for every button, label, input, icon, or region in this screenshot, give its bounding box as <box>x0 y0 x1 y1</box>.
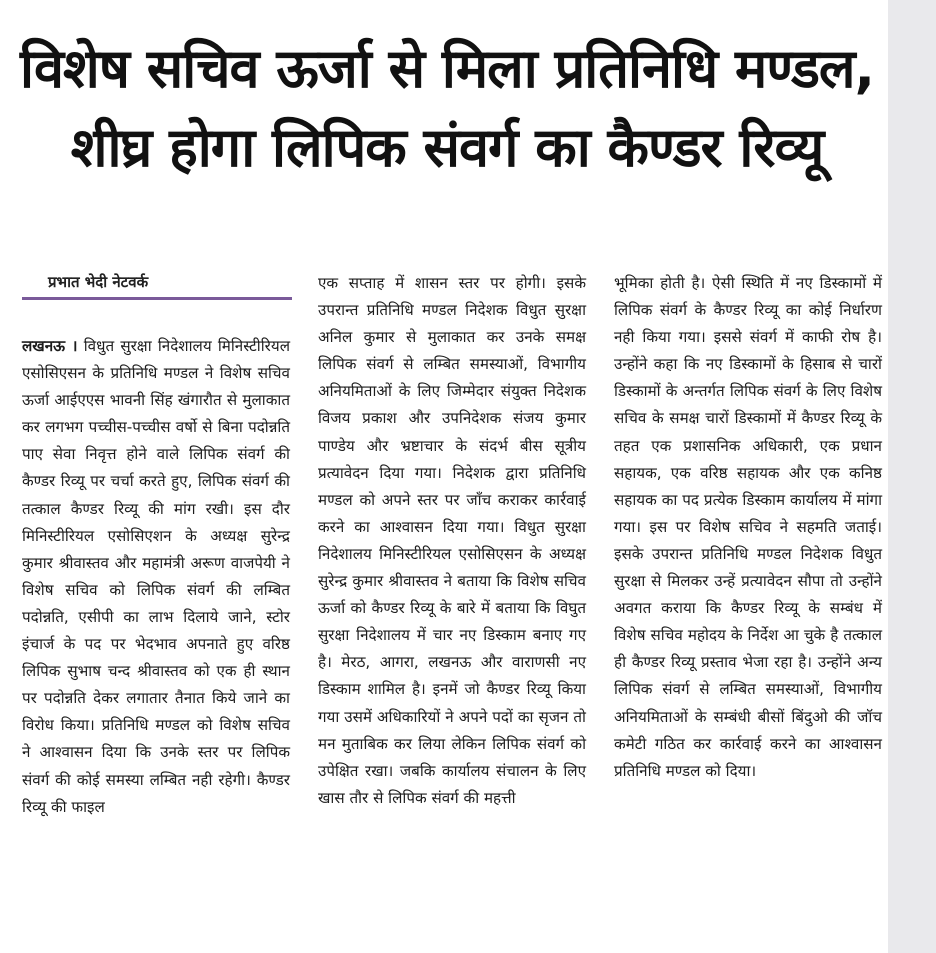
page-margin-strip <box>888 0 936 953</box>
column-1-text: विधुत सुरक्षा निदेशालय मिनिस्टीरियल एसोसिएसन के प्रतिनिधि मण्डल ने विशेष सचिव ऊर्जा आईएएस भावनी सिंह खंगारौत से मुलाकात कर लगभग पच्चीस-पच्चीस वर्षो से बिना पदोन्नति पाए सेवा निवृत्त होने वाले लिपिक संवर्ग की कैण्डर रिव्यू पर चर्चा करते हुए, लिपिक संवर्ग की तत्काल कैण्डर रिव्यू की मांग रखी। इस दौर मिनिस्टीरियल एसोसिएशन के अध्यक्ष सुरेन्द्र कुमार श्रीवास्तव और महामंत्री अरूण वाजपेयी ने विशेष सचिव को लिपिक संवर्ग की लम्बित पदोन्नति, एसीपी का लाभ दिलाये जाने, स्टोर इंचार्ज के पद पर भेदभाव अपनाते हुए वरिष्ठ लिपिक सुभाष चन्द श्रीवास्तव को एक ही स्थान पर पदोन्नति देकर लगातार तैनात किये जाने का विरोध किया। प्रतिनिधि मण्डल को विशेष सचिव ने आश्वासन दिया कि उनके स्तर पर लिपिक संवर्ग की कोई समस्या लम्बित नही रहेगी। कैण्डर रिव्यू की फाइल <box>22 337 290 816</box>
dateline: लखनऊ । <box>22 337 78 355</box>
headline <box>14 30 880 188</box>
article-column-2 <box>318 270 586 812</box>
headline-line-2: शीघ्र होगा लिपिक संवर्ग का कैण्डर रिव्यू <box>70 116 824 179</box>
article-paragraph-1 <box>22 333 290 821</box>
headline-line-1: विशेष सचिव ऊर्जा से मिला प्रतिनिधि मण्डल, <box>20 37 874 100</box>
article-column-3 <box>614 270 882 785</box>
article-column-1 <box>22 333 290 821</box>
byline-rule <box>22 297 292 300</box>
column-3-text: भूमिका होती है। ऐसी स्थिति में नए डिस्कामों में लिपिक संवर्ग के कैण्डर रिव्यू का कोई निर्धारण नही किया गया। इससे संवर्ग में काफी रोष है। उन्होंने कहा कि नए डिस्कामों के हिसाब से चारों डिस्कामों के अन्तर्गत लिपिक संवर्ग के लिए विशेष सचिव के समक्ष चारों डिस्कामों में कैण्डर रिव्यू के तहत एक प्रशासनिक अधिकारी, एक प्रधान सहायक, एक वरिष्ठ सहायक और एक कनिष्ठ सहायक का पद प्रत्येक डिस्काम कार्यालय में मांगा गया। इस पर विशेष सचिव ने सहमति जताई। इसके उपरान्त प्रतिनिधि मण्डल निदेशक विधुत सुरक्षा से मिलकर उन्हें प्रत्यावेदन सौपा तो उन्होंने अवगत कराया कि कैण्डर रिव्यू के सम्बंध में विशेष सचिव महोदय के निर्देश आ चुके है तत्काल ही कैण्डर रिव्यू प्रस्ताव भेजा रहा है। उन्होंने अन्य लिपिक संवर्ग से लम्बित समस्याओं, विभागीय अनियमिताओं के सम्बंधी बीसों बिंदुओ की जॉच कमेटी गठित कर कार्रवाई करने का आश्वासन प्रतिनिधि मण्डल को दिया। <box>614 274 882 780</box>
byline: प्रभात भेदी नेटवर्क <box>48 273 149 291</box>
column-2-text: एक सप्ताह में शासन स्तर पर होगी। इसके उपरान्त प्रतिनिधि मण्डल निदेशक विधुत सुरक्षा अनिल कुमार से मुलाकात कर उनके समक्ष लिपिक संवर्ग से लम्बित समस्याओं, विभागीय अनियमिताओं के लिए जिम्मेदार संयुक्त निदेशक विजय प्रकाश और उपनिदेशक संजय कुमार पाण्डेय और भ्रष्टाचार के संदर्भ बीस सूत्रीय प्रत्यावेदन दिया गया। निदेशक द्वारा प्रतिनिधि मण्डल को अपने स्तर पर जाँच कराकर कार्रवाई करने का आश्वासन दिया गया। विधुत सुरक्षा निदेशालय मिनिस्टीरियल एसोसिएसन के अध्यक्ष सुरेन्द्र कुमार श्रीवास्तव ने बताया कि विशेष सचिव ऊर्जा को कैण्डर रिव्यू के बारे में बताया कि विघुत सुरक्षा निदेशालय में चार नए डिस्काम बनाए गए है। मेरठ, आगरा, लखनऊ और वाराणसी नए डिस्काम शामिल है। इनमें जो कैण्डर रिव्यू किया गया उसमें अधिकारियों ने अपने पदों का सृजन तो मन मुताबिक कर लिया लेकिन लिपिक संवर्ग को उपेक्षित रखा। जबकि कार्यालय संचालन के लिए खास तौर से लिपिक संवर्ग की महत्ती <box>318 274 586 807</box>
